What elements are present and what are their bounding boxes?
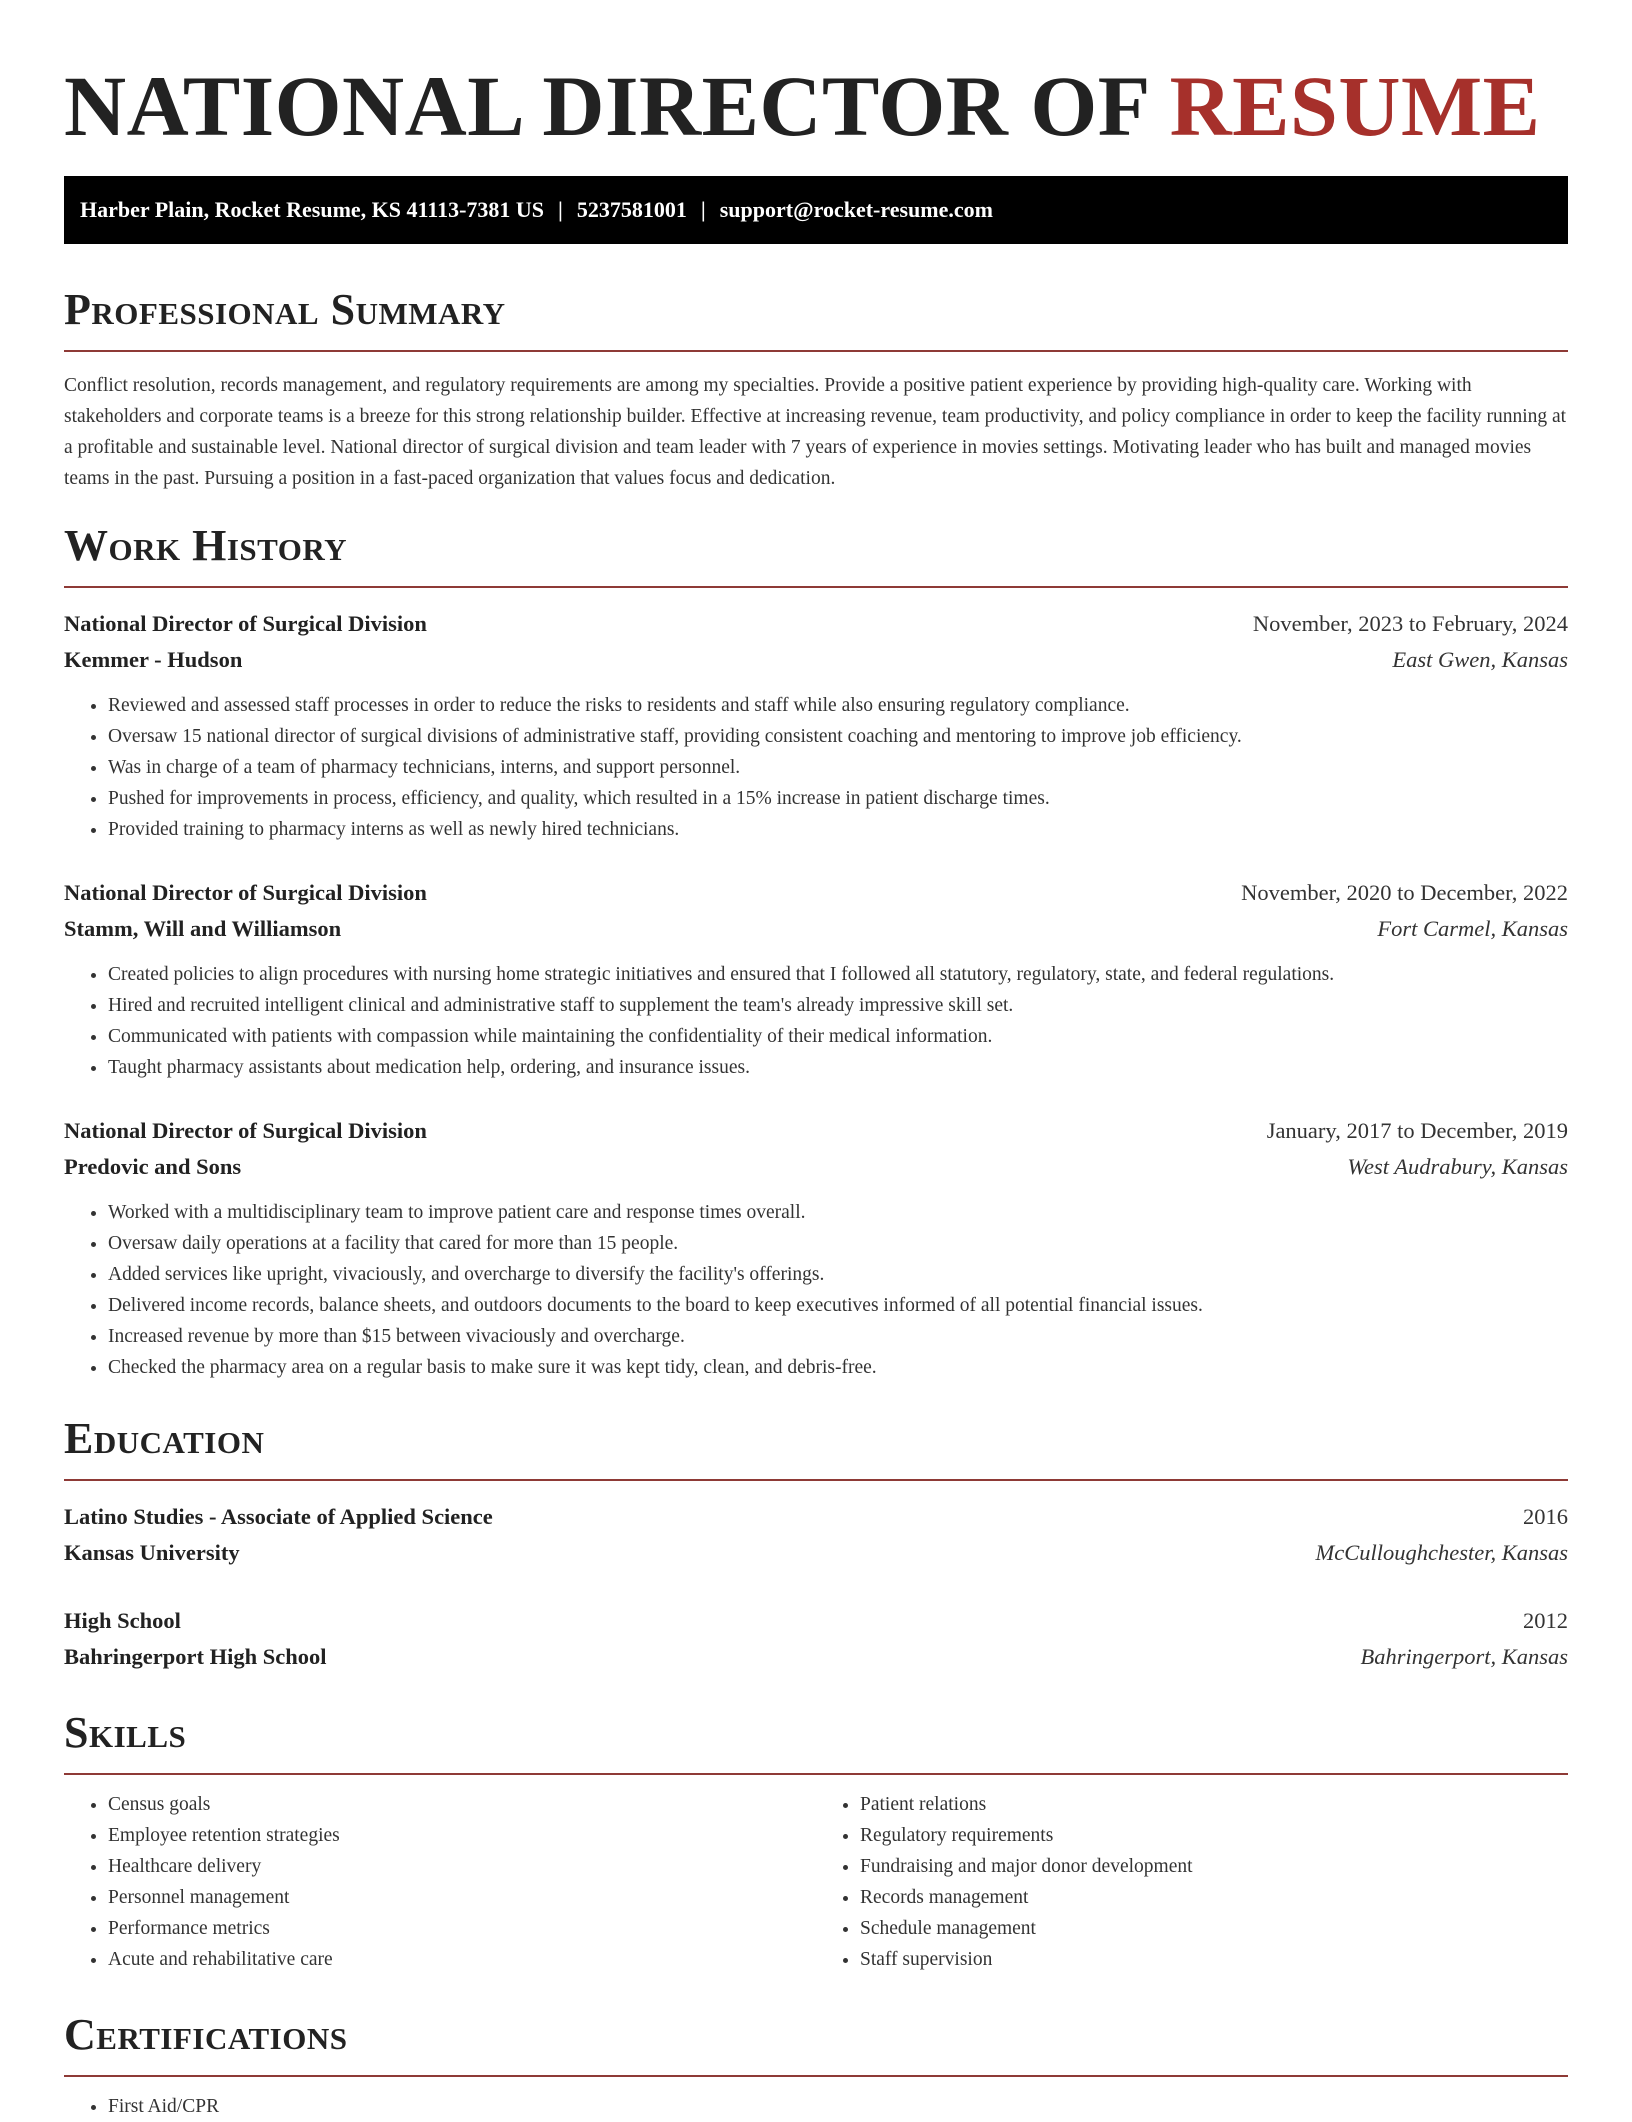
skill-item: • Schedule management — [860, 1913, 1568, 1944]
skill-item: • Census goals — [108, 1789, 816, 1820]
education-entry — [64, 1499, 1568, 1571]
summary-text: Conflict resolution, records management, and regulatory requirements are among my specialties. Provide a positive patient experience by providing high-quality care. Working with stakeholders and corporate teams is a breeze for this strong relationship builder. Effective at increasing revenue, team productivity, and policy compliance in order to keep the facility running at a profitable and sustainable level. National director of surgical division and team leader with 7 years of experience in movies settings. Motivating leader who has built and managed movies teams in the past. Pursuing a position in a fast-paced organization that values focus and dedication. — [64, 375, 1567, 489]
skills-columns — [64, 1789, 1568, 1975]
skills-list-right — [816, 1789, 1568, 1975]
education-location: McCulloughchester, Kansas — [1315, 1540, 1568, 1565]
education-section — [64, 1413, 1568, 1675]
education-year: 2016 — [1523, 1504, 1568, 1529]
job-dates: January, 2017 to December, 2019 — [1266, 1118, 1568, 1143]
job-title: National Director of Surgical Division — [64, 611, 427, 636]
section-heading-certifications: Certifications — [64, 2010, 348, 2059]
job-title: National Director of Surgical Division — [64, 880, 427, 905]
job-bullet: • Increased revenue by more than $15 between vivaciously and overcharge. — [108, 1321, 1568, 1352]
job-bullets — [64, 1197, 1568, 1383]
job-bullet: • Communicated with patients with compassion while maintaining the confidentiality of their medical information. — [108, 1021, 1568, 1052]
skill-item: • Regulatory requirements — [860, 1820, 1568, 1851]
skill-item: • Acute and rehabilitative care — [108, 1944, 816, 1975]
job-entry — [64, 875, 1568, 1083]
job-bullet: • Oversaw 15 national director of surgical divisions of administrative staff, providing consistent coaching and mentoring to improve job efficiency. — [108, 721, 1568, 752]
job-bullet: • Added services like upright, vivaciously, and overcharge to diversify the facility's offerings. — [108, 1259, 1568, 1290]
education-degree: High School — [64, 1608, 181, 1633]
certification-item: • First Aid/CPR — [108, 2091, 1568, 2122]
title-accent: RESUME — [1169, 58, 1541, 154]
skill-item: • Healthcare delivery — [108, 1851, 816, 1882]
job-location: Fort Carmel, Kansas — [1377, 916, 1568, 941]
education-location: Bahringerport, Kansas — [1360, 1644, 1568, 1669]
job-company: Kemmer - Hudson — [64, 647, 243, 672]
section-divider — [64, 2075, 1568, 2077]
resume-title — [64, 56, 1568, 156]
skill-item: • Staff supervision — [860, 1944, 1568, 1975]
skill-item: • Records management — [860, 1882, 1568, 1913]
education-school: Kansas University — [64, 1540, 240, 1565]
skill-item: • Personnel management — [108, 1882, 816, 1913]
job-location: East Gwen, Kansas — [1392, 647, 1568, 672]
job-bullet: • Reviewed and assessed staff processes in order to reduce the risks to residents and staff while also ensuring regulatory compliance. — [108, 690, 1568, 721]
job-location: West Audrabury, Kansas — [1347, 1154, 1568, 1179]
contact-phone: 5237581001 — [576, 197, 687, 222]
job-bullet: • Taught pharmacy assistants about medication help, ordering, and insurance issues. — [108, 1052, 1568, 1083]
education-degree: Latino Studies - Associate of Applied Science — [64, 1504, 493, 1529]
job-bullet: • Created policies to align procedures with nursing home strategic initiatives and ensured that I followed all statutory, regulatory, state, and federal regulations. — [108, 959, 1568, 990]
education-school: Bahringerport High School — [64, 1644, 327, 1669]
job-company: Stamm, Will and Williamson — [64, 916, 342, 941]
job-bullet: • Provided training to pharmacy interns as well as newly hired technicians. — [108, 814, 1568, 845]
contact-separator: | — [700, 197, 706, 222]
job-bullet: • Delivered income records, balance sheets, and outdoors documents to the board to keep executives informed of all potential financial issues. — [108, 1290, 1568, 1321]
summary-section — [64, 284, 1568, 494]
certifications-section — [64, 2009, 1568, 2122]
job-entry — [64, 606, 1568, 845]
skill-item: • Patient relations — [860, 1789, 1568, 1820]
section-heading-summary: Professional Summary — [64, 285, 506, 334]
title-main: NATIONAL DIRECTOR OF — [64, 58, 1170, 154]
education-year: 2012 — [1523, 1608, 1568, 1633]
contact-address: Harber Plain, Rocket Resume, KS 41113-7381 US — [80, 197, 545, 222]
section-heading-work: Work History — [64, 521, 348, 570]
job-entry — [64, 1113, 1568, 1383]
job-bullet: • Pushed for improvements in process, efficiency, and quality, which resulted in a 15% increase in patient discharge times. — [108, 783, 1568, 814]
section-heading-education: Education — [64, 1414, 265, 1463]
job-bullet: • Checked the pharmacy area on a regular basis to make sure it was kept tidy, clean, and debris-free. — [108, 1352, 1568, 1383]
work-history-section — [64, 520, 1568, 1383]
job-bullets — [64, 690, 1568, 845]
contact-email: support@rocket-resume.com — [719, 197, 993, 222]
skill-item: • Employee retention strategies — [108, 1820, 816, 1851]
skill-item: • Performance metrics — [108, 1913, 816, 1944]
skill-item: • Fundraising and major donor development — [860, 1851, 1568, 1882]
contact-bar — [64, 176, 1568, 244]
job-bullet: • Worked with a multidisciplinary team to improve patient care and response times overall. — [108, 1197, 1568, 1228]
job-title: National Director of Surgical Division — [64, 1118, 427, 1143]
contact-separator: | — [558, 197, 563, 222]
job-bullet: • Was in charge of a team of pharmacy technicians, interns, and support personnel. — [108, 752, 1568, 783]
education-entry — [64, 1603, 1568, 1675]
job-bullets — [64, 959, 1568, 1083]
job-dates: November, 2020 to December, 2022 — [1241, 880, 1568, 905]
resume-page — [64, 0, 1568, 2122]
section-divider — [64, 1773, 1568, 1775]
skills-list-left — [64, 1789, 816, 1975]
job-bullet: • Oversaw daily operations at a facility that cared for more than 15 people. — [108, 1228, 1568, 1259]
job-company: Predovic and Sons — [64, 1154, 242, 1179]
job-dates: November, 2023 to February, 2024 — [1252, 611, 1568, 636]
section-divider — [64, 586, 1568, 588]
section-divider — [64, 350, 1568, 352]
job-bullet: • Hired and recruited intelligent clinical and administrative staff to supplement the team's already impressive skill set. — [108, 990, 1568, 1021]
skills-section — [64, 1707, 1568, 1975]
section-heading-skills: Skills — [64, 1708, 187, 1757]
section-divider — [64, 1479, 1568, 1481]
certifications-list — [64, 2091, 1568, 2122]
